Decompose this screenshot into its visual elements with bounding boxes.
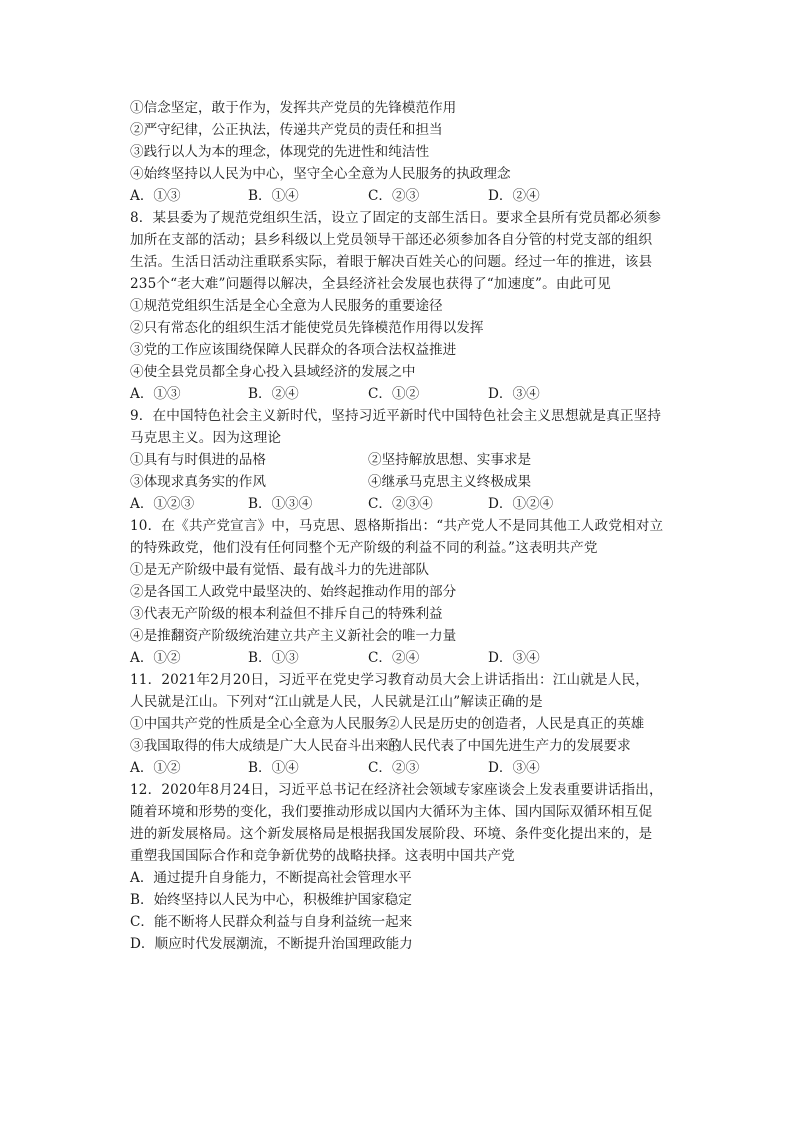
option-c[interactable]: C．②③ bbox=[368, 188, 420, 204]
option-b[interactable]: B．①③ bbox=[248, 650, 299, 666]
question-10 bbox=[130, 515, 690, 669]
question-stem-line: 10．在《共产党宣言》中，马克思、恩格斯指出：“共产党人不是同其他工人政党相对立 bbox=[130, 518, 664, 534]
option-b[interactable]: B．②④ bbox=[248, 386, 299, 402]
question-stem-line: 进的新发展格局。这个新发展格局是根据我国发展阶段、环境、条件变化提出来的，是 bbox=[130, 826, 653, 842]
option-a[interactable]: A．①③ bbox=[130, 386, 181, 402]
question-7 bbox=[130, 97, 690, 207]
statement-1: ①信念坚定，敢于作为，发挥共产党员的先锋模范作用 bbox=[130, 100, 457, 116]
statement-row bbox=[130, 449, 690, 471]
statement-3: ③我国取得的伟大成绩是广大人民奋斗出来的 bbox=[130, 738, 402, 754]
statement-4: ④是推翻资产阶级统治建立共产主义新社会的唯一力量 bbox=[130, 628, 457, 644]
statement-1: ①中国共产党的性质是全心全意为人民服务 bbox=[130, 716, 389, 732]
question-stem-line: 的特殊政党，他们没有任何同整个无产阶级的利益不同的利益。”这表明共产党 bbox=[130, 540, 598, 556]
option-a[interactable]: A．①③ bbox=[130, 188, 181, 204]
statement-2: ②人民是历史的创造者，人民是真正的英雄 bbox=[386, 716, 645, 732]
exam-page bbox=[130, 97, 690, 955]
question-stem-line: 8．某县委为了规范党组织生活，设立了固定的支部生活日。要求全县所有党员都必须参 bbox=[130, 210, 662, 226]
statement-3: ③党的工作应该围绕保障人民群众的各项合法权益推进 bbox=[130, 342, 457, 358]
statement-4: ④继承马克思主义终极成果 bbox=[368, 474, 532, 490]
option-b[interactable]: B．①④ bbox=[248, 188, 299, 204]
statement-4: ④使全县党员都全身心投入县域经济的发展之中 bbox=[130, 364, 416, 380]
statement-4: ④人民代表了中国先进生产力的发展要求 bbox=[386, 738, 631, 754]
choice-a[interactable]: A．通过提升自身能力，不断提高社会管理水平 bbox=[130, 870, 412, 886]
question-stem-line: 加所在支部的活动；县乡科级以上党员领导干部还必须参加各自分管的村党支部的组织 bbox=[130, 232, 653, 248]
answer-options bbox=[130, 185, 690, 207]
statement-row bbox=[130, 713, 690, 735]
option-b[interactable]: B．①④ bbox=[248, 760, 299, 776]
question-stem-line: 重塑我国国际合作和竞争新优势的战略抉择。这表明中国共产党 bbox=[130, 848, 515, 864]
question-stem-line: 生活。生活日活动注重联系实际，着眼于解决百姓关心的问题。经过一年的推进，该县 bbox=[130, 254, 653, 270]
option-d[interactable]: D．③④ bbox=[488, 386, 540, 402]
statement-1: ①是无产阶级中最有觉悟、最有战斗力的先进部队 bbox=[130, 562, 430, 578]
question-stem-line: 11．2021年2月20日，习近平在党史学习教育动员大会上讲话指出：江山就是人民， bbox=[130, 672, 649, 688]
answer-options bbox=[130, 493, 690, 515]
statement-3: ③体现求真务实的作风 bbox=[130, 474, 266, 490]
option-c[interactable]: C．②③④ bbox=[368, 496, 433, 512]
question-stem-line: 人民就是江山。下列对“江山就是人民，人民就是江山”解读正确的是 bbox=[130, 694, 543, 710]
choice-d[interactable]: D．顺应时代发展潮流，不断提升治国理政能力 bbox=[130, 936, 413, 952]
option-d[interactable]: D．②④ bbox=[488, 188, 540, 204]
question-stem-line: 随着环境和形势的变化，我们要推动形成以国内大循环为主体、国内国际双循环相互促 bbox=[130, 804, 653, 820]
question-9 bbox=[130, 405, 690, 515]
statement-1: ①具有与时俱进的品格 bbox=[130, 452, 266, 468]
statement-2: ②严守纪律，公正执法，传递共产党员的责任和担当 bbox=[130, 122, 443, 138]
option-d[interactable]: D．③④ bbox=[488, 760, 540, 776]
statement-3: ③代表无产阶级的根本利益但不排斥自己的特殊利益 bbox=[130, 606, 443, 622]
statement-1: ①规范党组织生活是全心全意为人民服务的重要途径 bbox=[130, 298, 443, 314]
statement-row bbox=[130, 471, 690, 493]
question-stem-line: 9．在中国特色社会主义新时代，坚持习近平新时代中国特色社会主义思想就是真正坚持 bbox=[130, 408, 662, 424]
option-d[interactable]: D．③④ bbox=[488, 650, 540, 666]
option-c[interactable]: C．①② bbox=[368, 386, 420, 402]
statement-2: ②坚持解放思想、实事求是 bbox=[368, 452, 532, 468]
statement-row bbox=[130, 735, 690, 757]
question-11 bbox=[130, 669, 690, 779]
question-12 bbox=[130, 779, 690, 955]
statement-3: ③践行以人为本的理念，体现党的先进性和纯洁性 bbox=[130, 144, 430, 160]
choice-b[interactable]: B．始终坚持以人民为中心，积极维护国家稳定 bbox=[130, 892, 412, 908]
option-c[interactable]: C．②④ bbox=[368, 650, 420, 666]
option-a[interactable]: A．①② bbox=[130, 650, 181, 666]
statement-4: ④始终坚持以人民为中心，坚守全心全意为人民服务的执政理念 bbox=[130, 166, 511, 182]
choice-c[interactable]: C．能不断将人民群众利益与自身利益统一起来 bbox=[130, 914, 413, 930]
question-stem-line: 12．2020年8月24日，习近平总书记在经济社会领域专家座谈会上发表重要讲话指出， bbox=[130, 782, 663, 798]
option-d[interactable]: D．①②④ bbox=[488, 496, 554, 512]
answer-options bbox=[130, 647, 690, 669]
question-stem-line: 马克思主义。因为这理论 bbox=[130, 430, 282, 446]
answer-options bbox=[130, 383, 690, 405]
statement-2: ②是各国工人政党中最坚决的、始终起推动作用的部分 bbox=[130, 584, 457, 600]
answer-options bbox=[130, 757, 690, 779]
question-8 bbox=[130, 207, 690, 405]
option-b[interactable]: B．①③④ bbox=[248, 496, 313, 512]
option-c[interactable]: C．②③ bbox=[368, 760, 420, 776]
option-a[interactable]: A．①② bbox=[130, 760, 181, 776]
question-stem-line: 235个“老大难”问题得以解决，全县经济社会发展也获得了“加速度”。由此可见 bbox=[130, 276, 611, 292]
option-a[interactable]: A．①②③ bbox=[130, 496, 195, 512]
statement-2: ②只有常态化的组织生活才能使党员先锋模范作用得以发挥 bbox=[130, 320, 484, 336]
